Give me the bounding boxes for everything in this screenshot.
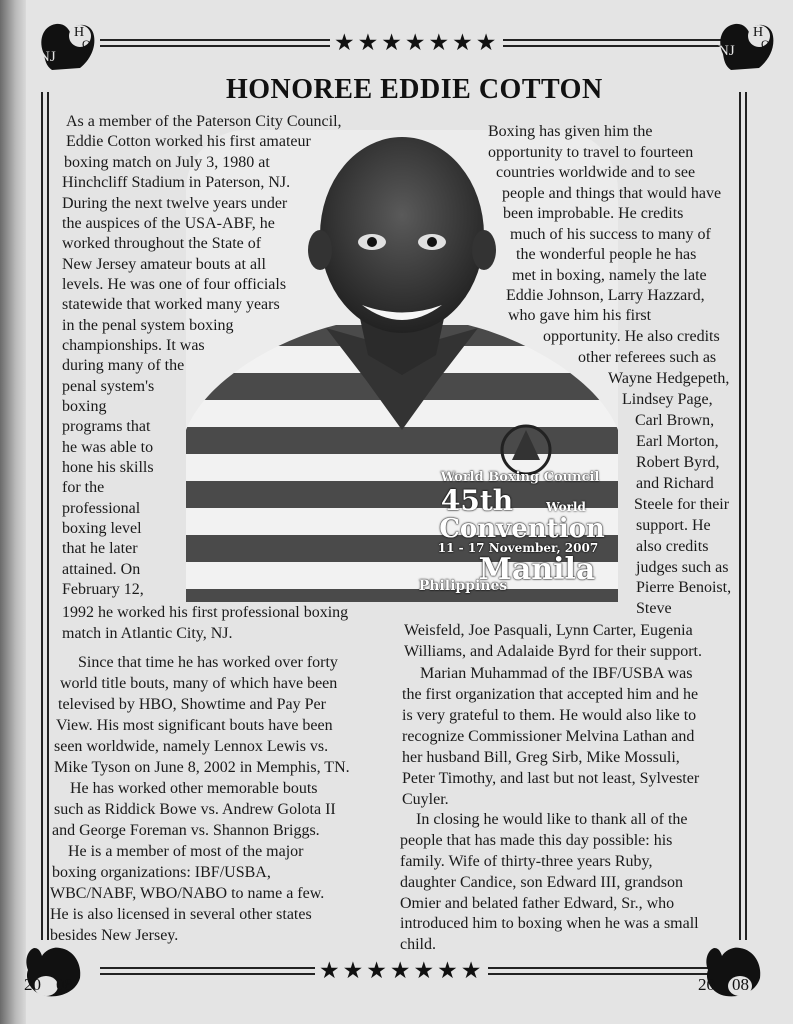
right-text-line: the first organization that accepted him and he: [402, 686, 699, 703]
left-text-line: boxing level: [62, 520, 142, 537]
year-right-text: 08: [56, 975, 73, 994]
right-text-line: Wayne Hedgepeth,: [608, 370, 730, 387]
left-text-line: world title bouts, many of which have been: [60, 675, 338, 692]
right-text-line: Steele for their: [634, 496, 730, 513]
logo-o-text: O: [82, 37, 91, 51]
logo-nj-text: NJ: [718, 43, 735, 59]
right-text-line: been improbable. He credits: [503, 205, 684, 222]
left-text-line: championships. It was: [62, 337, 205, 354]
right-text-line: is very grateful to them. He would also like to: [402, 707, 697, 724]
caption-philippines: Philippines: [418, 578, 508, 594]
left-text-line: He is a member of most of the major: [52, 843, 304, 860]
left-text-line: in the penal system boxing: [62, 317, 234, 334]
left-text-line: During the next twelve years under: [62, 195, 288, 212]
left-text-line: He has worked other memorable bouts: [54, 780, 318, 797]
right-text-line: Boxing has given him the: [488, 123, 653, 140]
left-text-line: 1992 he worked his first professional boxing: [62, 604, 349, 621]
right-text-line: Robert Byrd,: [636, 454, 720, 471]
left-text-line: during many of the: [62, 357, 185, 374]
logo-h-text: H: [753, 25, 764, 40]
right-text-line: countries worldwide and to see: [496, 164, 696, 181]
left-text-line: statewide that worked many years: [62, 296, 280, 313]
logo-f-text: F: [84, 49, 91, 63]
left-text-line: As a member of the Paterson City Council,: [66, 113, 342, 130]
logo-o-text: O: [761, 37, 770, 51]
right-text-line: people that has made this day possible: his: [400, 832, 673, 849]
year-2008-badge-bottom-left: [20, 940, 86, 1004]
year-2008-badge-bottom-right: [700, 940, 766, 1004]
right-text-line: Williams, and Adalaide Byrd for their support.: [404, 643, 702, 660]
left-text-line: levels. He was one of four officials: [62, 276, 287, 293]
right-text-line: Lindsey Page,: [622, 391, 713, 408]
right-text-line: Carl Brown,: [635, 412, 715, 429]
left-text-line: Since that time he has worked over forty: [62, 654, 338, 671]
page-spine-shadow: [0, 0, 26, 1024]
right-text-line: and Richard: [636, 475, 714, 492]
right-text-line: her husband Bill, Greg Sirb, Mike Mossuli,: [402, 749, 680, 766]
left-text-line: televised by HBO, Showtime and Pay Per: [58, 696, 326, 713]
logo-f-text: F: [763, 49, 770, 63]
right-text-line: recognize Commissioner Melvina Lathan and: [402, 728, 695, 745]
caption-convention: Convention: [439, 514, 605, 544]
year-right-text: 08: [732, 975, 749, 994]
left-text-line: New Jersey amateur bouts at all: [62, 256, 266, 273]
right-text-line: other referees such as: [578, 349, 717, 366]
right-text-line: Cuyler.: [402, 791, 449, 808]
left-text-line: View. His most significant bouts have been: [56, 717, 333, 734]
right-text-line: judges such as: [636, 559, 729, 576]
left-text-line: Eddie Cotton worked his first amateur: [66, 133, 311, 150]
right-text-line: opportunity to travel to fourteen: [488, 144, 694, 161]
njhof-logo-top-left: [34, 14, 100, 78]
left-text-line: hone his skills: [62, 459, 154, 476]
right-text-line: people and things that would have: [502, 185, 722, 202]
left-text-line: WBC/NABF, WBO/NABO to name a few.: [50, 885, 325, 902]
right-text-line: Steve: [636, 600, 672, 617]
right-text-line: Marian Muhammad of the IBF/USBA was: [404, 665, 693, 682]
right-text-line: Pierre Benoist,: [636, 579, 732, 596]
right-text-line: who gave him his first: [508, 307, 652, 324]
right-text-line: the wonderful people he has: [516, 246, 697, 263]
left-text-line: boxing: [62, 398, 107, 415]
year-left-text: 20: [24, 975, 41, 994]
right-text-line: Earl Morton,: [636, 433, 719, 450]
left-border-rule: [41, 92, 49, 940]
left-text-line: penal system's: [62, 378, 155, 395]
left-text-line: he was able to: [62, 439, 154, 456]
caption-dates: 11 - 17 November, 2007: [437, 541, 599, 555]
right-text-line: Peter Timothy, and last but not least, Sylvester: [402, 770, 700, 787]
caption-45th: 45th: [440, 484, 514, 517]
year-left-text: 20: [698, 975, 715, 994]
right-text-line: opportunity. He also credits: [543, 328, 720, 345]
left-text-line: worked throughout the State of: [62, 235, 262, 252]
left-text-line: and George Foreman vs. Shannon Briggs.: [52, 822, 320, 839]
left-text-line: professional: [62, 500, 141, 517]
left-text-line: boxing match on July 3, 1980 at: [64, 154, 270, 171]
left-text-line: match in Atlantic City, NJ.: [62, 625, 233, 642]
right-text-line: Weisfeld, Joe Pasquali, Lynn Carter, Eugenia: [404, 622, 693, 639]
left-text-line: Mike Tyson on June 8, 2002 in Memphis, TN.: [54, 759, 350, 776]
left-text-line: Hinchcliff Stadium in Paterson, NJ.: [62, 174, 291, 191]
footer-stars: ★★★★★★★: [315, 959, 488, 983]
boxing-glove-icon: [700, 940, 766, 1004]
left-text-line: February 12,: [62, 581, 144, 598]
right-text-line: also credits: [636, 538, 709, 555]
left-text-line: such as Riddick Bowe vs. Andrew Golota II: [54, 801, 336, 818]
right-text-line: Omier and belated father Edward, Sr., who: [400, 895, 675, 912]
header-stars: ★★★★★★★: [330, 31, 503, 55]
left-text-line: He is also licensed in several other states: [50, 906, 312, 923]
logo-nj-text: NJ: [39, 49, 56, 65]
caption-manila: Manila: [478, 552, 596, 587]
right-text-line: daughter Candice, son Edward III, grandson: [400, 874, 684, 891]
right-text-line: In closing he would like to thank all of the: [400, 811, 688, 828]
right-text-line: met in boxing, namely the late: [512, 267, 707, 284]
right-text-line: much of his success to many of: [510, 226, 711, 243]
njhof-logo-top-right: [713, 14, 779, 78]
right-text-line: family. Wife of thirty-three years Ruby,: [400, 853, 653, 870]
boxing-glove-icon: [20, 940, 86, 1004]
right-text-line: introduced him to boxing when he was a small: [400, 915, 699, 932]
caption-wbc: World Boxing Council: [440, 470, 600, 485]
left-text-line: programs that: [62, 418, 151, 435]
left-text-line: the auspices of the USA-ABF, he: [62, 215, 275, 232]
left-text-line: for the: [62, 479, 105, 496]
left-text-line: besides New Jersey.: [50, 927, 179, 944]
left-text-line: that he later: [62, 540, 138, 557]
right-text-line: Eddie Johnson, Larry Hazzard,: [506, 287, 705, 304]
left-text-line: attained. On: [62, 561, 141, 578]
right-text-line: child.: [400, 936, 436, 953]
page-title: HONOREE EDDIE COTTON: [226, 74, 603, 105]
left-text-line: boxing organizations: IBF/USBA,: [52, 864, 271, 881]
left-text-line: seen worldwide, namely Lennox Lewis vs.: [54, 738, 329, 755]
right-border-rule: [739, 92, 747, 940]
right-text-line: support. He: [636, 517, 711, 534]
logo-h-text: H: [74, 25, 85, 40]
caption-world: World: [546, 500, 586, 514]
